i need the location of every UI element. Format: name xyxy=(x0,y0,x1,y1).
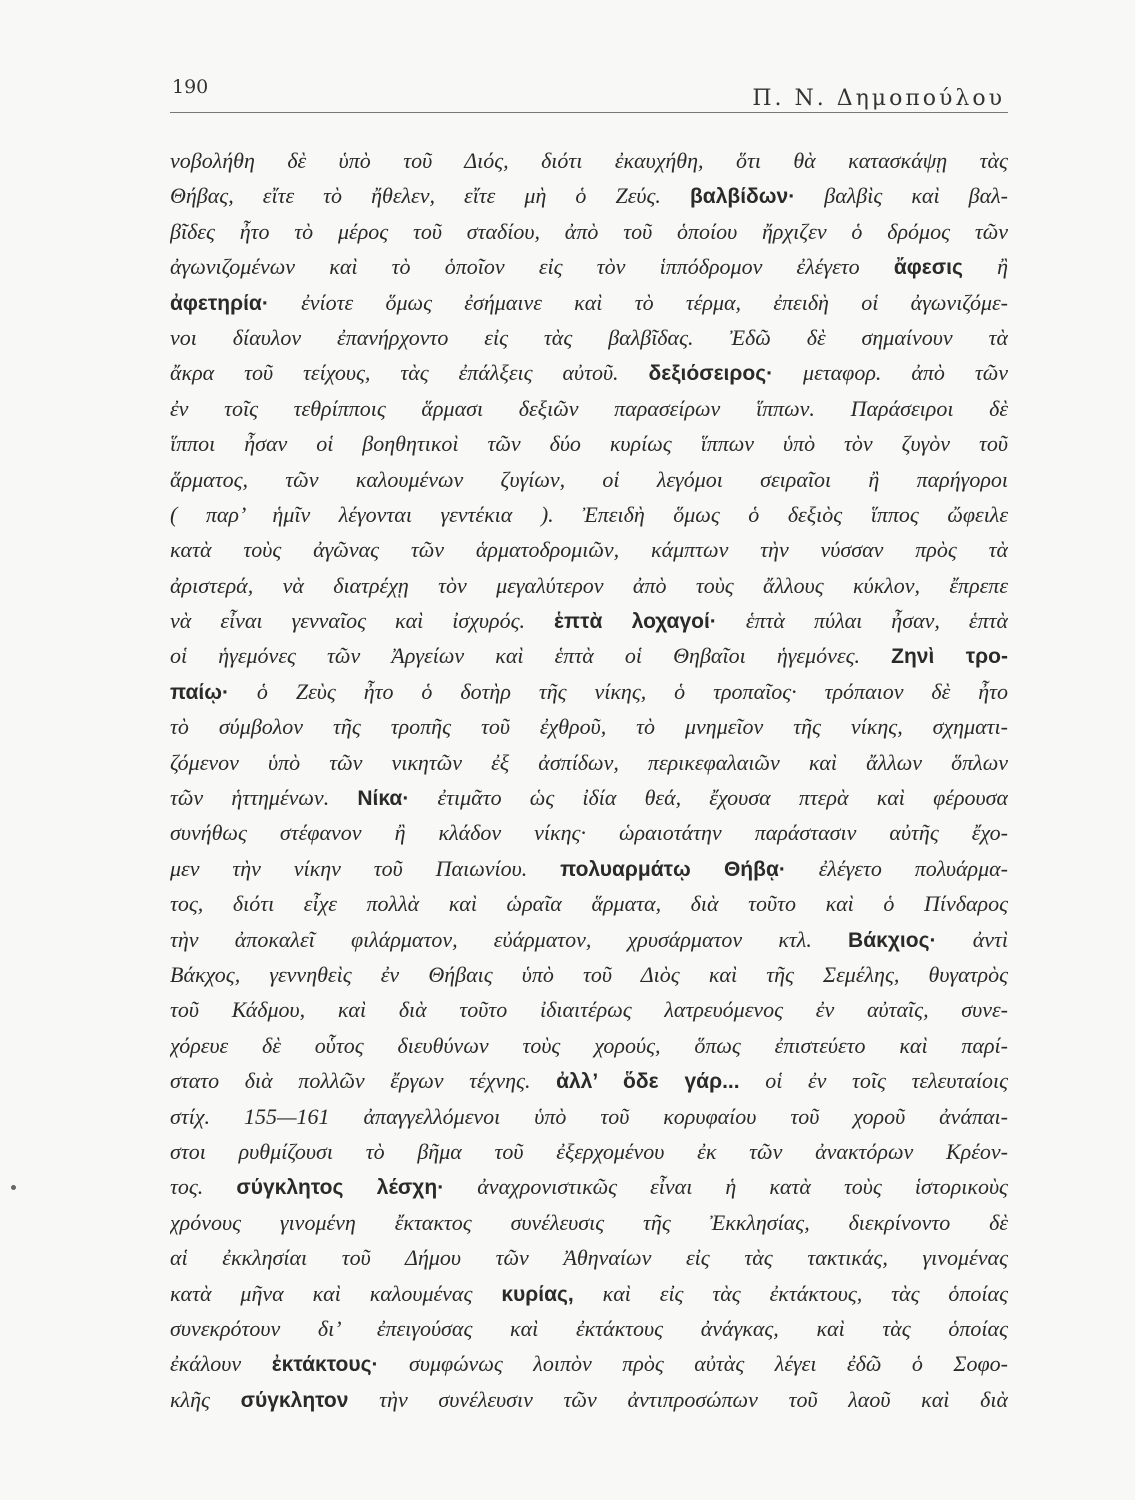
text-line xyxy=(170,1311,1008,1346)
text-run: βῖδες ἦτο τὸ μέρος τοῦ σταδίου, ἀπὸ τοῦ ὁποίου ἤρχιζεν ὁ δρόμος τῶν xyxy=(170,218,1008,244)
text-run: νοβολήθη δὲ ὑπὸ τοῦ Διός, διότι ἐκαυχήθη, ὅτι θὰ κατασκάψῃ τὰς xyxy=(170,148,1008,173)
text-run: τος. xyxy=(170,1174,237,1200)
text-line xyxy=(170,1134,1008,1169)
body-text xyxy=(170,143,1008,1417)
text-run: κατὰ τοὺς ἀγῶνας τῶν ἁρματοδρομιῶν, κάμπτων τὴν νύσσαν πρὸς τὰ xyxy=(170,537,1008,563)
text-run: Θήβας, εἴτε τὸ ἤθελεν, εἴτε μὴ ὁ Ζεύς. xyxy=(170,183,690,209)
text-run: ( παρ’ ἡμῖν λέγονται γεντέκια ). Ἐπειδὴ ὅμως ὁ δεξιὸς ἵππος ὤφειλε xyxy=(170,501,1008,527)
text-line xyxy=(170,497,1008,532)
text-line xyxy=(170,1028,1008,1063)
text-run: Βάκχος, γεννηθεὶς ἐν Θήβαις ὑπὸ τοῦ Διὸς καὶ τῆς Σεμέλης, θυγατρὸς xyxy=(170,961,1008,987)
text-run: ἢ xyxy=(962,254,1008,280)
text-run: τος, διότι εἶχε πολλὰ καὶ ὡραῖα ἅρματα, διὰ τοῦτο καὶ ὁ Πίνδαρος xyxy=(170,891,1008,917)
bold-term: ἑπτὰ λοχαγοί· xyxy=(554,610,717,634)
text-line xyxy=(170,992,1008,1027)
text-run: οἱ ἐν τοῖς τελευταίοις xyxy=(739,1068,1008,1094)
text-run: νὰ εἶναι γενναῖος καὶ ἰσχυρός. xyxy=(170,608,555,634)
text-line xyxy=(170,355,1008,390)
bold-term: Νίκα· xyxy=(357,787,410,811)
bold-term: ἄφεσις xyxy=(893,256,963,280)
text-run: ἐτιμᾶτο ὡς ἰδία θεά, ἔχουσα πτερὰ καὶ φέρουσα xyxy=(409,785,1008,811)
text-line xyxy=(170,603,1008,638)
text-line xyxy=(170,1099,1008,1134)
text-run: ἐκάλουν xyxy=(170,1351,272,1377)
text-run: μεταφορ. ἀπὸ τῶν xyxy=(773,360,1008,386)
text-run: ἄκρα τοῦ τείχους, τὰς ἐπάλξεις αὐτοῦ. xyxy=(170,360,649,386)
text-line xyxy=(170,249,1008,284)
text-run: ἀριστερά, νὰ διατρέχῃ τὸν μεγαλύτερον ἀπὸ τοὺς ἄλλους κύκλον, ἔπρεπε xyxy=(170,572,1008,598)
text-line xyxy=(170,815,1008,850)
text-line xyxy=(170,922,1008,957)
text-run: ὁ Ζεὺς ἦτο ὁ δοτὴρ τῆς νίκης, ὁ τροπαῖος· τρόπαιον δὲ ἦτο xyxy=(228,678,1008,704)
text-run: ἐλέγετο πολυάρμα- xyxy=(785,855,1008,881)
text-run: ἵπποι ἦσαν οἱ βοηθητικοὶ τῶν δύο κυρίως ἵππων ὑπὸ τὸν ζυγὸν τοῦ xyxy=(170,431,1008,457)
text-line xyxy=(170,532,1008,567)
text-line xyxy=(170,285,1008,320)
text-run: συνήθως στέφανον ἢ κλάδον νίκης· ὡραιοτάτην παράστασιν αὐτῆς ἔχο- xyxy=(170,820,1008,846)
text-run: ἀναχρονιστικῶς εἶναι ἡ κατὰ τοὺς ἱστορικοὺς xyxy=(444,1174,1008,1200)
text-line xyxy=(170,780,1008,815)
text-run: ζόμενον ὑπὸ τῶν νικητῶν ἐξ ἀσπίδων, περικεφαλαιῶν καὶ ἄλλων ὅπλων xyxy=(170,749,1008,775)
text-run: ἅρματος, τῶν καλουμένων ζυγίων, οἱ λεγόμοι σειραῖοι ἢ παρήγοροι xyxy=(170,466,1008,492)
bold-term: βαλβίδων· xyxy=(689,185,796,209)
text-run: τὸ σύμβολον τῆς τροπῆς τοῦ ἐχθροῦ, τὸ μνημεῖον τῆς νίκης, σχηματι- xyxy=(170,714,1008,740)
text-line xyxy=(170,1169,1008,1204)
text-run: νοι δίαυλον ἐπανήρχοντο εἰς τὰς βαλβῖδας. Ἐδῶ δὲ σημαίνουν τὰ xyxy=(170,324,1008,350)
bold-term: σύγκλητος λέσχη· xyxy=(236,1176,445,1200)
text-line xyxy=(170,674,1008,709)
text-run: στίχ. 155—161 ἀπαγγελλόμενοι ὑπὸ τοῦ κορυφαίου τοῦ χοροῦ ἀνάπαι- xyxy=(170,1103,1008,1129)
text-run: βαλβὶς καὶ βαλ- xyxy=(795,183,1008,209)
text-line xyxy=(170,1382,1008,1417)
text-run: τὴν συνέλευσιν τῶν ἀντιπροσώπων τοῦ λαοῦ καὶ διὰ xyxy=(348,1386,1008,1412)
bold-term: ἀλλ’ ὅδε γάρ... xyxy=(556,1070,740,1094)
text-line xyxy=(170,745,1008,780)
text-line xyxy=(170,851,1008,886)
text-run: καὶ εἰς τὰς ἐκτάκτους, τὰς ὁποίας xyxy=(573,1280,1008,1306)
text-line xyxy=(170,1346,1008,1381)
text-run: τὴν ἀποκαλεῖ φιλάρματον, εὐάρματον, χρυσάρματον κτλ. xyxy=(170,926,849,952)
text-line xyxy=(170,462,1008,497)
bold-term: παίῳ· xyxy=(170,680,229,704)
bold-term: πολυαρμάτῳ Θήβᾳ· xyxy=(560,857,786,881)
text-run: ἐνίοτε ὅμως ἐσήμαινε καὶ τὸ τέρμα, ἐπειδὴ οἱ ἀγωνιζόμε- xyxy=(268,289,1008,315)
bold-term: σύγκλητον xyxy=(240,1388,349,1412)
text-run: κλῆς xyxy=(170,1386,241,1412)
text-run: στατο διὰ πολλῶν ἔργων τέχνης. xyxy=(170,1068,557,1094)
text-line xyxy=(170,214,1008,249)
text-run: οἱ ἡγεμόνες τῶν Ἀργείων καὶ ἑπτὰ οἱ Θηβαῖοι ἡγεμόνες. xyxy=(170,643,892,669)
text-line xyxy=(170,320,1008,355)
text-line xyxy=(170,638,1008,673)
text-run: συμφώνως λοιπὸν πρὸς αὐτὰς λέγει ἐδῶ ὁ Σοφο- xyxy=(378,1351,1008,1377)
margin-mark xyxy=(11,1185,16,1190)
text-line xyxy=(170,1276,1008,1311)
text-run: ἀγωνιζομένων καὶ τὸ ὁποῖον εἰς τὸν ἱππόδρομον ἐλέγετο xyxy=(170,254,894,280)
text-run: μεν τὴν νίκην τοῦ Παιωνίου. xyxy=(170,855,561,881)
text-run: χρόνους γινομένη ἔκτακτος συνέλευσις τῆς Ἐκκλησίας, διεκρίνοντο δὲ xyxy=(170,1209,1008,1235)
text-run: τῶν ἡττημένων. xyxy=(170,785,358,811)
text-line xyxy=(170,886,1008,921)
text-line xyxy=(170,709,1008,744)
text-line xyxy=(170,143,1008,178)
text-line xyxy=(170,391,1008,426)
bold-term: ἀφετηρία· xyxy=(170,291,269,315)
text-run: ἑπτὰ πύλαι ἦσαν, ἑπτὰ xyxy=(716,608,1008,634)
text-line xyxy=(170,1240,1008,1275)
running-head: Π. Ν. Δημοπούλου xyxy=(752,86,1005,111)
bold-term: κυρίας, xyxy=(501,1282,574,1306)
bold-term: ἐκτάκτους· xyxy=(271,1353,379,1377)
bold-term: Βάκχιος· xyxy=(848,928,937,952)
page-number: 190 xyxy=(172,76,209,98)
text-line xyxy=(170,1205,1008,1240)
text-run: συνεκρότουν δι’ ἐπειγούσας καὶ ἐκτάκτους ἀνάγκας, καὶ τὰς ὁποίας xyxy=(170,1315,1008,1341)
text-run: ἐν τοῖς τεθρίπποις ἅρμασι δεξιῶν παρασείρων ἵππων. Παράσειροι δὲ xyxy=(170,395,1008,421)
text-run: ἀντὶ xyxy=(936,926,1008,952)
text-run: κατὰ μῆνα καὶ καλουμένας xyxy=(170,1280,502,1306)
text-run: τοῦ Κάδμου, καὶ διὰ τοῦτο ἰδιαιτέρως λατρευόμενος ἐν αὐταῖς, συνε- xyxy=(170,997,1008,1023)
header-rule xyxy=(170,112,1008,113)
text-run: αἱ ἐκκλησίαι τοῦ Δήμου τῶν Ἀθηναίων εἰς τὰς τακτικάς, γινομένας xyxy=(170,1245,1008,1271)
text-line xyxy=(170,957,1008,992)
text-line xyxy=(170,178,1008,213)
text-line xyxy=(170,1063,1008,1098)
bold-term: Ζηνὶ τρο- xyxy=(891,645,1008,669)
bold-term: δεξιόσειρος· xyxy=(648,362,774,386)
text-run: στοι ρυθμίζουσι τὸ βῆμα τοῦ ἐξερχομένου ἐκ τῶν ἀνακτόρων Κρέον- xyxy=(170,1138,1008,1164)
text-line xyxy=(170,568,1008,603)
text-line xyxy=(170,426,1008,461)
text-run: χόρευε δὲ οὗτος διευθύνων τοὺς χορούς, ὅπως ἐπιστεύετο καὶ παρί- xyxy=(170,1032,1008,1058)
